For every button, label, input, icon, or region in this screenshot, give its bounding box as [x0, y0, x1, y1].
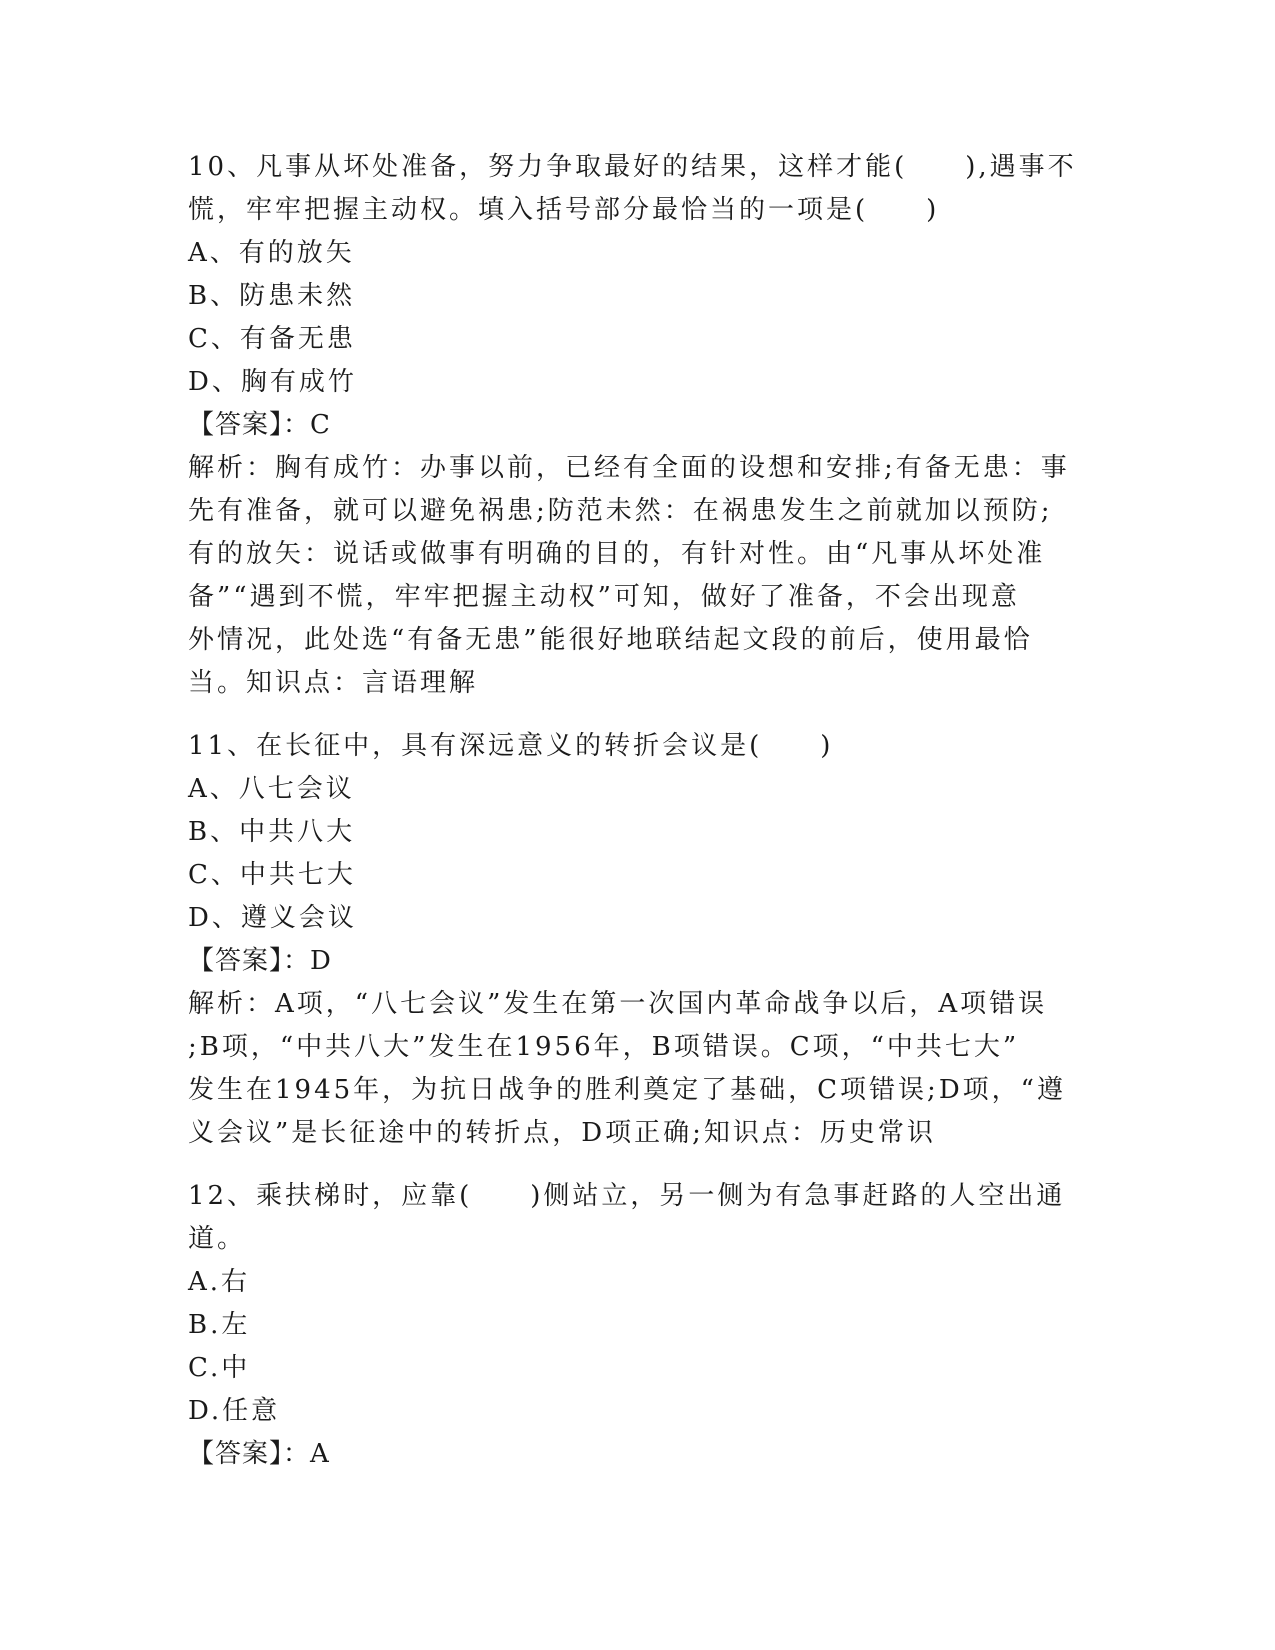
document-page	[188, 146, 1078, 1476]
analysis-line: 解析：A项，“八七会议”发生在第一次国内革命战争以后，A项错误	[188, 989, 1048, 1019]
option-d: D、胸有成竹	[188, 367, 357, 397]
analysis-line: 解析：胸有成竹：办事以前，已经有全面的设想和安排;有备无患：事	[188, 453, 1070, 483]
question-12	[188, 1175, 1078, 1476]
option-a: A.右	[188, 1267, 251, 1297]
option-d: D.任意	[188, 1396, 281, 1426]
question-stem-line: 11、在长征中，具有深远意义的转折会议是( )	[188, 731, 834, 761]
option-c: C、中共七大	[188, 860, 356, 890]
option-b: B、防患未然	[188, 281, 356, 311]
answer-line: 【答案】：A	[188, 1439, 330, 1469]
question-stem-line: 慌，牢牢把握主动权。填入括号部分最恰当的一项是( )	[188, 195, 940, 225]
option-a: A、有的放矢	[188, 238, 355, 268]
question-11	[188, 725, 1078, 1155]
answer-line: 【答案】：D	[188, 946, 332, 976]
question-stem-line: 10、凡事从坏处准备，努力争取最好的结果，这样才能( ),遇事不	[188, 152, 1077, 182]
option-c: C.中	[188, 1353, 251, 1383]
analysis-line: 发生在1945年，为抗日战争的胜利奠定了基础，C项错误;D项，“遵	[188, 1075, 1066, 1105]
question-stem-line: 12、乘扶梯时，应靠( )侧站立，另一侧为有急事赶路的人空出通	[188, 1181, 1066, 1211]
option-b: B、中共八大	[188, 817, 356, 847]
analysis-line: 外情况，此处选“有备无患”能很好地联结起文段的前后，使用最恰	[188, 625, 1033, 655]
analysis-line: 有的放矢：说话或做事有明确的目的，有针对性。由“凡事从坏处准	[188, 539, 1046, 569]
analysis-line: 备”“遇到不慌，牢牢把握主动权”可知，做好了准备，不会出现意	[188, 582, 1020, 612]
analysis-line: 当。知识点：言语理解	[188, 668, 479, 698]
analysis-line: 义会议”是长征途中的转折点，D项正确;知识点：历史常识	[188, 1118, 936, 1148]
analysis-line: ;B项，“中共八大”发生在1956年，B项错误。C项，“中共七大”	[188, 1032, 1020, 1062]
option-a: A、八七会议	[188, 774, 355, 804]
question-stem-line: 道。	[188, 1224, 247, 1254]
option-d: D、遵义会议	[188, 903, 357, 933]
answer-line: 【答案】：C	[188, 410, 331, 440]
question-10	[188, 146, 1078, 705]
analysis-line: 先有准备，就可以避免祸患;防范未然：在祸患发生之前就加以预防;	[188, 496, 1053, 526]
option-b: B.左	[188, 1310, 251, 1340]
option-c: C、有备无患	[188, 324, 356, 354]
